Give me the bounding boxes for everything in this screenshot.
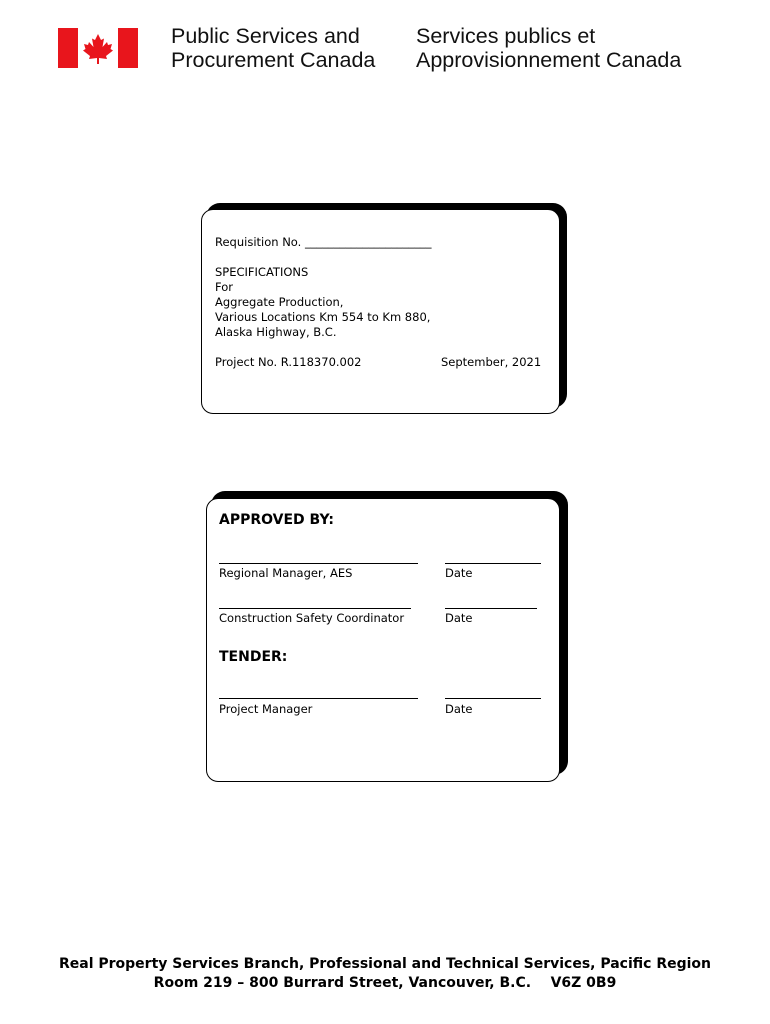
tender-heading: TENDER:	[219, 649, 288, 665]
footer-address-line: Room 219 – 800 Burrard Street, Vancouver, B.C. V6Z 0B9	[153, 975, 617, 991]
regional-manager-label: Regional Manager, AES	[219, 566, 353, 580]
safety-coordinator-signature-line	[219, 608, 411, 609]
project-description-line1: Aggregate Production,	[215, 295, 344, 309]
department-en-line2: Procurement Canada	[171, 48, 376, 72]
department-fr-line2: Approvisionnement Canada	[416, 48, 682, 72]
project-description-line2: Various Locations Km 554 to Km 880,	[215, 310, 431, 324]
specifications-title: SPECIFICATIONS	[215, 265, 309, 279]
requisition-field: Requisition No. ______________________	[215, 235, 432, 249]
footer-branch-line: Real Property Services Branch, Professional and Technical Services, Pacific Region	[58, 956, 712, 972]
date-label-1: Date	[445, 566, 473, 580]
regional-manager-signature-line	[219, 563, 418, 564]
project-manager-label: Project Manager	[219, 702, 313, 716]
department-name-french	[416, 24, 681, 72]
spec-box	[201, 209, 560, 414]
safety-coordinator-label: Construction Safety Coordinator	[219, 611, 405, 625]
date-line-3	[445, 698, 541, 699]
date-label-3: Date	[445, 702, 473, 716]
approval-box	[206, 498, 560, 782]
for-label: For	[215, 280, 233, 294]
department-name-english	[171, 24, 375, 72]
project-manager-signature-line	[219, 698, 418, 699]
project-number: Project No. R.118370.002	[215, 355, 362, 369]
project-description-line3: Alaska Highway, B.C.	[215, 325, 337, 339]
approved-by-heading: APPROVED BY:	[219, 512, 334, 528]
canada-flag-icon	[58, 28, 138, 68]
date-line-1	[445, 563, 541, 564]
spec-date: September, 2021	[441, 355, 542, 369]
date-label-2: Date	[445, 611, 473, 625]
date-line-2	[445, 608, 537, 609]
department-fr-line1: Services publics et	[416, 24, 596, 48]
department-en-line1: Public Services and	[171, 24, 360, 48]
